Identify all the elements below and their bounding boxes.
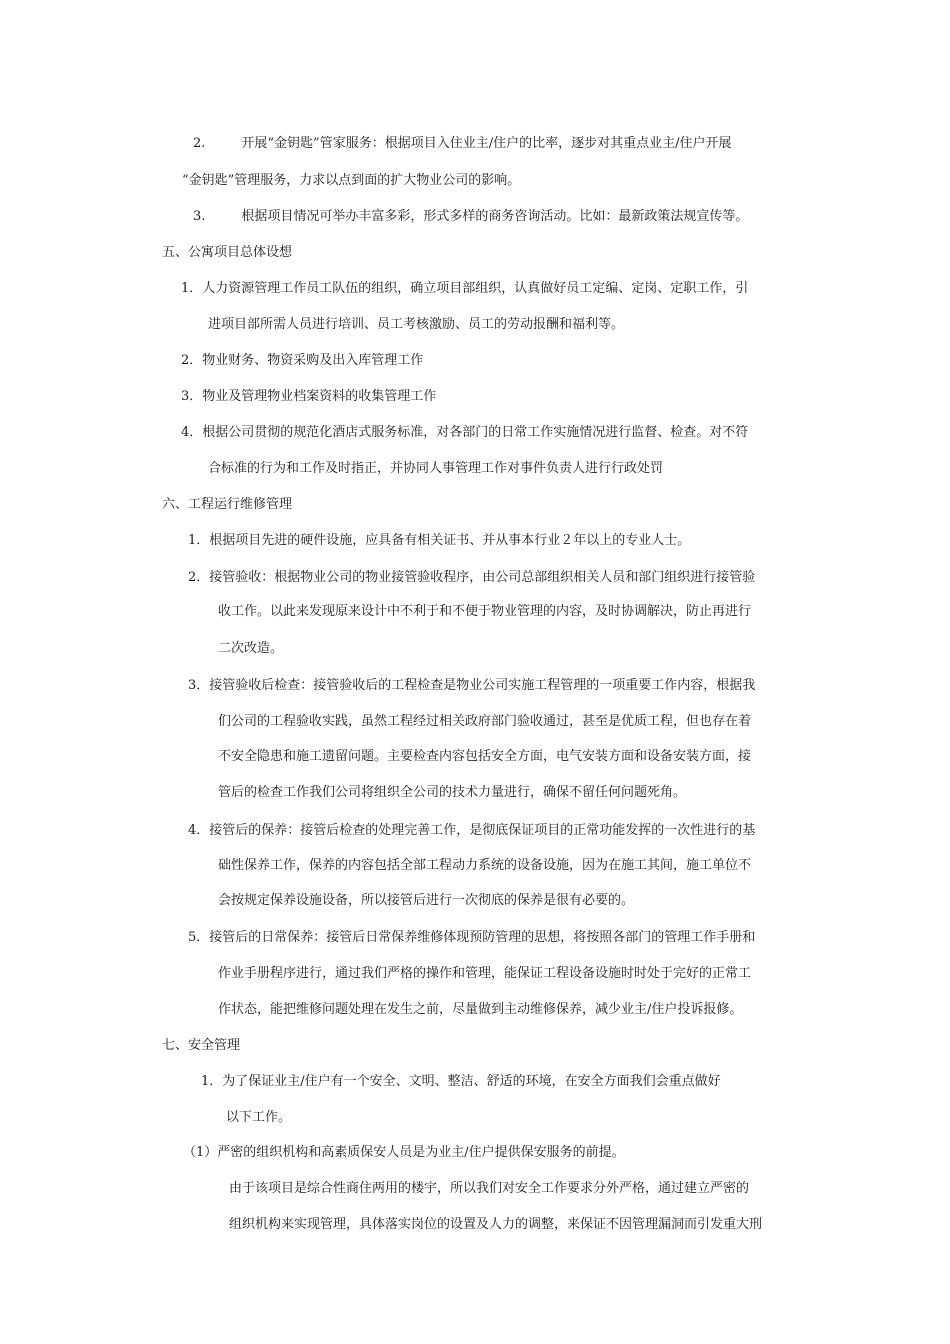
section6-item-3-continuation: 不安全隐患和施工遗留问题。主要检查内容包括安全方面，电气安装方面和设备安装方面，接 [218,749,752,764]
section5-item-4-continuation: 合标准的行为和工作及时指正，并协同人事管理工作对事件负责人进行行政处罚 [208,461,664,476]
section6-item-5: 5．接管后的日常保养：接管后日常保养维修体现预防管理的思想，将按照各部门的管理工作手册和 [188,930,756,945]
section6-item-2-continuation: 二次改造。 [218,641,284,656]
section7-subitem-1: （1）严密的组织机构和高素质保安人员是为业主/住户提供保安服务的前提。 [183,1145,625,1160]
section6-item-4: 4．接管后的保养：接管后检查的处理完善工作，是彻底保证项目的正常功能发挥的一次性进行的基 [188,823,756,838]
list-item-2-continuation: “金钥匙”管理服务，力求以点到面的扩大物业公司的影响。 [182,173,521,188]
section-heading-5: 五、公寓项目总体设想 [162,245,293,260]
section7-item-1-continuation: 以下工作。 [226,1110,292,1125]
section6-item-1: 1．根据项目先进的硬件设施，应具备有相关证书、并从事本行业２年以上的专业人士。 [188,533,691,548]
section6-item-5-continuation: 作状态，能把维修问题处理在发生之前，尽量做到主动维修保养，减少业主/住户投诉报修。 [218,1002,743,1017]
section5-item-4: 4．根据公司贯彻的规范化酒店式服务标准，对各部门的日常工作实施情况进行监督、检查。对不符 [181,425,749,440]
item-number: 2. [193,136,206,151]
section6-item-2: 2．接管验收：根据物业公司的物业接管验收程序，由公司总部组织相关人员和部门组织进行接管验 [188,570,756,585]
section7-paragraph: 由于该项目是综合性商住两用的楼宇，所以我们对安全工作要求分外严格，通过建立严密的 [229,1181,750,1196]
section6-item-3: 3．接管验收后检查：接管验收后的工程检查是物业公司实施工程管理的一项重要工作内容，根据我 [188,678,756,693]
section6-item-3-continuation: 们公司的工程验收实践，虽然工程经过相关政府部门验收通过，甚至是优质工程，但也存在着 [218,714,752,729]
section5-item-2: 2．物业财务、物资采购及出入库管理工作 [181,353,424,368]
section7-paragraph-continuation: 组织机构来实现管理，具体落实岗位的设置及人力的调整，来保证不因管理漏洞而引发重大刑 [229,1217,763,1232]
section6-item-4-continuation: 础性保养工作，保养的内容包括全部工程动力系统的设备设施，因为在施工其间，施工单位不 [218,858,752,873]
list-item-3 [193,208,748,226]
section5-item-1: 1．人力资源管理工作员工队伍的组织，确立项目部组织，认真做好员工定编、定岗、定职工作，引 [181,281,749,296]
list-item-2 [193,135,731,153]
section5-item-1-continuation: 进项目部所需人员进行培训、员工考核激励、员工的劳动报酬和福利等。 [208,317,625,332]
item-text: 开展“金钥匙”管家服务：根据项目入住业主/住户的比率，逐步对其重点业主/住户开展 [241,136,732,151]
section-heading-6: 六、工程运行维修管理 [162,497,293,512]
item-text: 根据项目情况可举办丰富多彩，形式多样的商务咨询活动。比如：最新政策法规宣传等。 [241,209,749,224]
section6-item-2-continuation: 收工作。以此来发现原来设计中不利于和不便于物业管理的内容，及时协调解决，防止再进行 [218,604,752,619]
section6-item-4-continuation: 会按规定保养设施设备，所以接管后进行一次彻底的保养是很有必要的。 [218,893,635,908]
section6-item-3-continuation: 管后的检查工作我们公司将组织全公司的技术力量进行，确保不留任何问题死角。 [218,785,687,800]
section6-item-5-continuation: 作业手册程序进行，通过我们严格的操作和管理，能保证工程设备设施时时处于完好的正常工 [218,966,752,981]
section7-item-1: 1．为了保证业主/住户有一个安全、文明、整洁、舒适的环境，在安全方面我们会重点做好 [201,1074,721,1089]
section5-item-3: 3．物业及管理物业档案资料的收集管理工作 [181,389,437,404]
section-heading-7: 七、安全管理 [162,1038,241,1053]
item-number: 3. [193,209,206,224]
